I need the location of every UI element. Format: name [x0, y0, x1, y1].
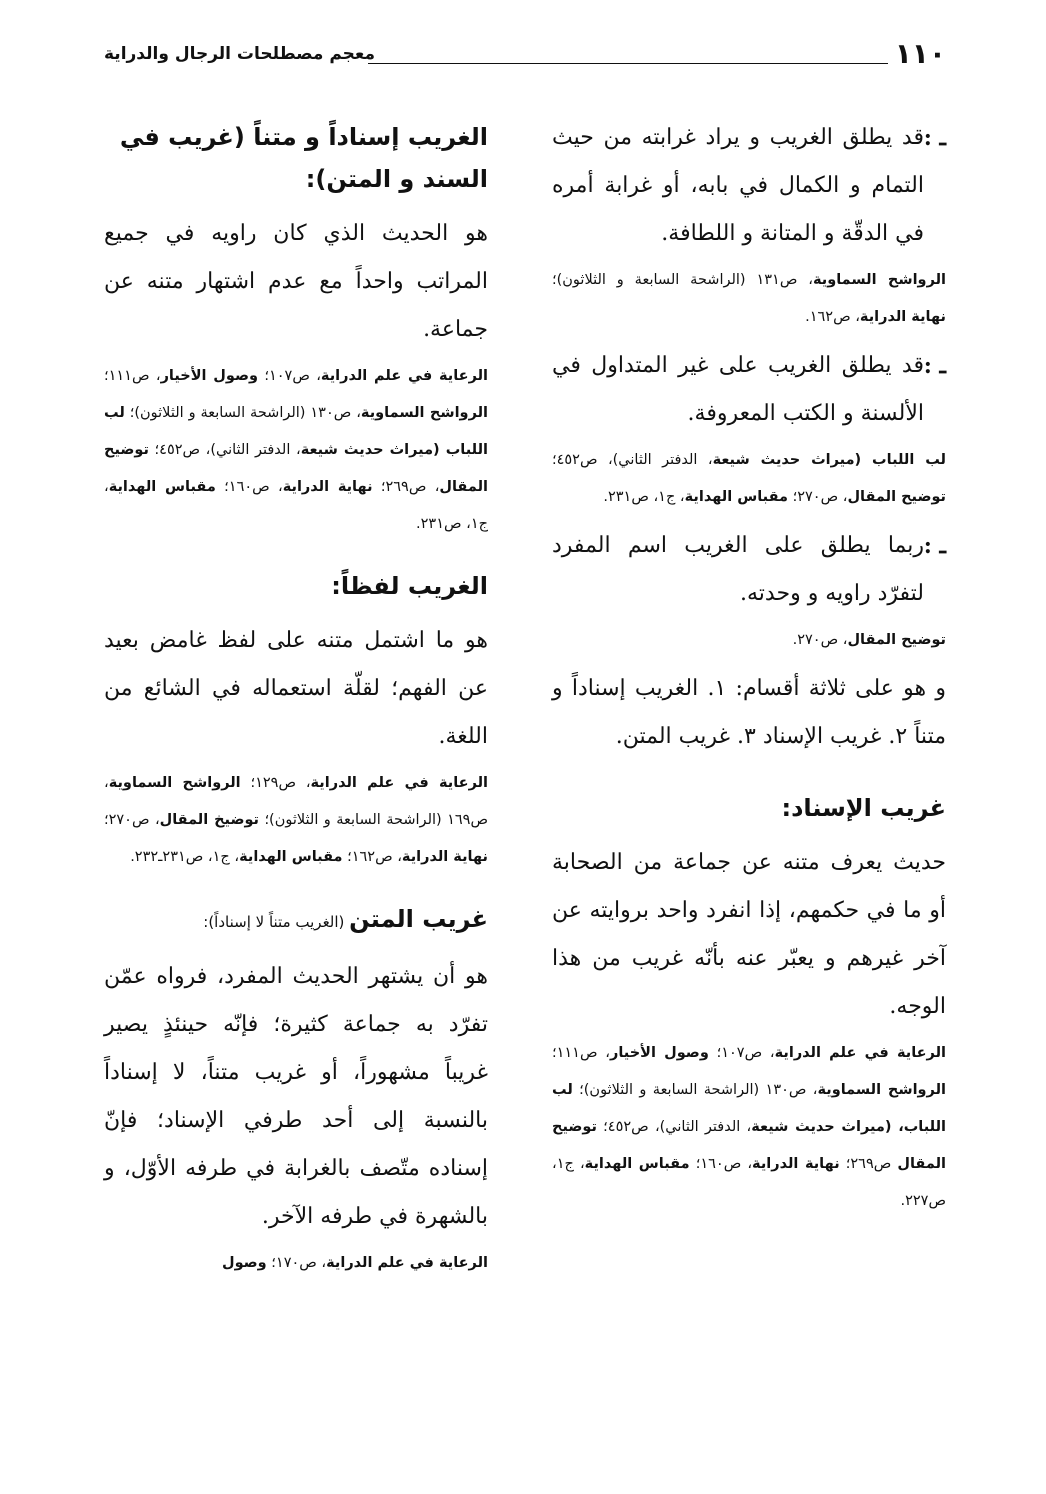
- entry-dash: ـ :: [923, 533, 946, 559]
- entry-text: ربما يطلق على الغريب اسم المفرد لتفرّد راويه و وحدته.: [552, 533, 924, 606]
- ref-detail: ، ص٢٧٠؛: [788, 489, 848, 505]
- ref-detail: ، الدفتر الثاني)، ص٤٥٢؛: [552, 452, 713, 468]
- entry-text: قد يطلق الغريب و يراد غرابته من حيث التمام و الكمال في بابه، أو غرابة أمره في الدقّة و المتانة و اللطافة.: [552, 125, 924, 246]
- ref-source: توضيح المقال: [552, 1119, 947, 1172]
- ref-source: الرواشح السماوية: [360, 405, 489, 421]
- ref-detail: ، ص١٣٠ (الراشحة السابعة و الثلاثون)؛: [124, 405, 361, 421]
- ref-detail: ، ص١٧٠؛: [266, 1255, 327, 1271]
- ref-source: وصول: [222, 1255, 267, 1271]
- isnad-reference: [552, 1035, 946, 1220]
- ref-source: لب اللباب، (ميراث حديث شيعة: [552, 1082, 946, 1135]
- ref-detail: ، ص٢٦٩؛: [372, 479, 440, 495]
- entry-text: قد يطلق الغريب على غير المتداول في الألسنة و الكتب المعروفة.: [552, 353, 924, 426]
- ref-detail: ، الدفتر الثاني)، ص٤٥٢؛: [148, 442, 301, 458]
- ref-detail: ، ص١٣١ (الراشحة السابعة و الثلاثون)؛: [552, 272, 813, 288]
- page-header: [104, 34, 946, 74]
- ref-detail: ص٢٦٩؛: [839, 1156, 898, 1172]
- ref-source: مقباس الهداية: [684, 489, 789, 505]
- ref-source: وصول الأخيار: [609, 1045, 709, 1061]
- both-definition: هو الحديث الذي كان راويه في جميع المراتب واحداً مع عدم اشتهار متنه عن جماعة.: [104, 221, 488, 342]
- matn-reference: [104, 1245, 488, 1282]
- matn-definition: هو أن يشتهر الحديث المفرد، فرواه عمّن تفرّد به جماعة كثيرة؛ فإنّه حينئذٍ يصير غريباً مشهوراً، أو غريب متناً، لا إسناداً بالنسبة إلى أحد طرفي الإسناد؛ فإنّ إسناده متّصف بالغرابة في طرفه الأوّل، و بالشهرة في طرفه الآخر.: [104, 964, 488, 1229]
- ref-source: نهاية الدراية: [401, 849, 488, 865]
- definition-entry-3: [552, 522, 946, 618]
- ref-detail: ، ص١٦٠؛: [215, 479, 283, 495]
- reference-1: [552, 262, 946, 336]
- reference-3: [552, 622, 946, 659]
- ref-detail: ، ص١١١؛: [552, 1045, 610, 1061]
- ref-detail: ، ص١٦٢؛: [342, 849, 402, 865]
- running-title: معجم مصطلحات الرجال والدراية: [104, 44, 376, 64]
- ref-source: لب اللباب (ميراث حديث شيعة: [712, 452, 946, 468]
- lafz-reference: [104, 765, 488, 876]
- ref-source: مقباس الهداية: [108, 479, 216, 495]
- heading-note: (الغريب متناً لا إسناداً):: [203, 913, 350, 931]
- heading-gharib-isnad-matn: الغريب إسناداً و متناً (غريب في السند و المتن):: [119, 123, 488, 193]
- definition-entry-2: [552, 342, 946, 438]
- ref-source: الرواشح السماوية: [812, 272, 947, 288]
- heading-gharib-lafz: الغريب لفظاً:: [331, 572, 488, 600]
- right-column: [552, 114, 946, 1226]
- lafz-definition: هو ما اشتمل متنه على لفظ غامض بعيد عن الفهم؛ لقلّة استعماله في الشائع من اللغة.: [104, 628, 488, 749]
- ref-source: توضيح المقال: [847, 489, 946, 505]
- heading-text: غريب المتن: [349, 905, 488, 933]
- ref-source: الرعاية في علم الدراية: [320, 368, 489, 384]
- ref-detail: ، ص٢٧٠.: [792, 632, 848, 648]
- ref-source: توضيح المقال: [847, 632, 946, 648]
- ref-detail: ، ص١٠٧؛: [708, 1045, 775, 1061]
- ref-source: الرعاية في علم الدراية: [326, 1255, 488, 1271]
- ref-source: نهاية الدراية: [752, 1156, 840, 1172]
- reference-2: [552, 442, 946, 516]
- header-rule: [368, 63, 888, 64]
- ref-source: الرعاية في علم الدراية: [310, 775, 489, 791]
- ref-source: نهاية الدراية: [282, 479, 373, 495]
- ref-detail: ، ص١٦٩ (الراشحة السابعة و الثلاثون)؛: [104, 775, 489, 828]
- definition-entry-1: [552, 114, 946, 258]
- ref-source: توضيح المقال: [104, 442, 489, 495]
- ref-detail: ، ص١٦٠؛: [689, 1156, 753, 1172]
- divisions-paragraph: و هو على ثلاثة أقسام: ١. الغريب إسناداً و متناً ٢. غريب الإسناد ٣. غريب المتن.: [552, 676, 947, 749]
- left-column: [104, 114, 488, 1288]
- ref-detail: ، ص١١١؛: [104, 368, 161, 384]
- ref-source: توضيخ المقال: [159, 812, 260, 828]
- ref-source: الرعاية في علم الدراية: [774, 1045, 946, 1061]
- page-number: ١١٠: [894, 37, 946, 70]
- ref-detail: ، ص١٦٢.: [805, 309, 860, 325]
- ref-detail: ، ج١، ص٢٣١.: [104, 479, 488, 532]
- ref-source: وصول الأخيار: [160, 368, 258, 384]
- isnad-definition: حديث يعرف متنه عن جماعة من الصحابة أو ما في حكمهم، إذا انفرد واحد بروايته عن آخر غيرهم و يعبّر عنه بأنّه غريب من هذا الوجه.: [552, 850, 946, 1019]
- ref-source: الرواشح السماوية: [108, 775, 241, 791]
- heading-gharib-isnad: غريب الإسناد:: [781, 794, 946, 822]
- ref-detail: ، ص١٣٠ (الراشحة السابعة و الثلاثون)؛: [572, 1082, 818, 1098]
- ref-detail: ، ج١، ص٢٣١.: [603, 489, 685, 505]
- entry-dash: ـ :: [923, 125, 946, 151]
- ref-source: نهاية الدراية: [859, 309, 946, 325]
- ref-detail: ، ص٢٧٠؛: [104, 812, 160, 828]
- both-reference: [104, 358, 488, 543]
- entry-dash: ـ :: [923, 353, 946, 379]
- ref-detail: ، ص١٠٧؛: [257, 368, 321, 384]
- ref-source: الرواشح السماوية: [817, 1082, 946, 1098]
- ref-source: مقباس الهداية: [584, 1156, 690, 1172]
- ref-detail: ، ج١، ص٢٢٧.: [552, 1156, 946, 1209]
- ref-detail: ، ص١٢٩؛: [240, 775, 311, 791]
- heading-gharib-matn: [104, 898, 488, 943]
- ref-detail: ، ج١، ص٢٣١ـ٢٣٢.: [130, 849, 240, 865]
- ref-source: لب اللباب (ميراث حديث شيعة: [104, 405, 489, 458]
- ref-detail: ، الدفتر الثاني)، ص٤٥٢؛: [596, 1119, 752, 1135]
- ref-source: مقباس الهداية: [239, 849, 343, 865]
